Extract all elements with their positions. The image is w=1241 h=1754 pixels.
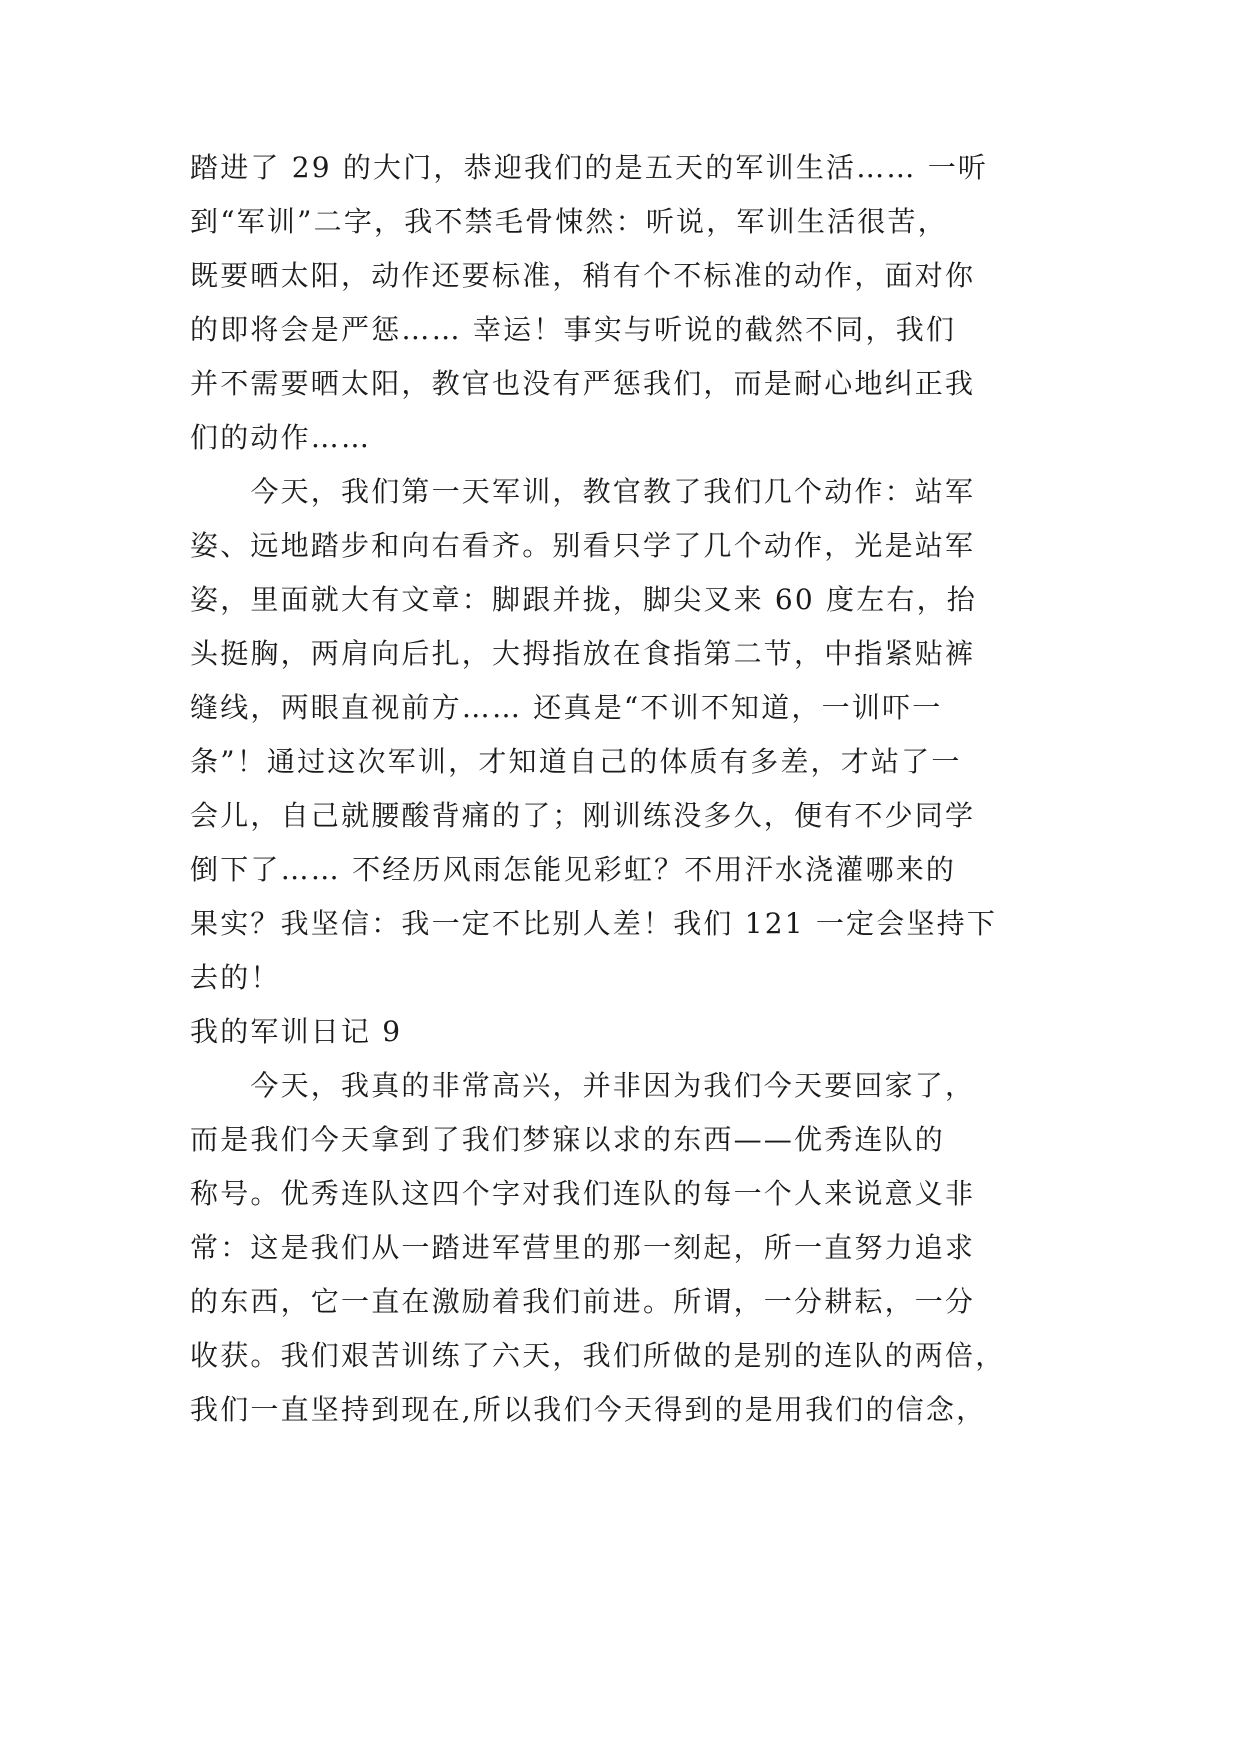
text-line: 常：这是我们从一踏进军营里的那一刻起，所一直努力追求 [190, 1231, 976, 1264]
text-line: 既要晒太阳，动作还要标准，稍有个不标准的动作，面对你 [190, 259, 976, 292]
text-line: 姿、远地踏步和向右看齐。别看只学了几个动作，光是站军 [190, 529, 976, 562]
text-line: 踏进了 29 的大门，恭迎我们的是五天的军训生活…… 一听 [190, 151, 989, 184]
text-line: 收获。我们艰苦训练了六天，我们所做的是别的连队的两倍， [190, 1339, 1006, 1372]
text-line: 头挺胸，两肩向后扎，大拇指放在食指第二节，中指紧贴裤 [190, 637, 976, 670]
text-line: 倒下了…… 不经历风雨怎能见彩虹？不用汗水浇灌哪来的 [190, 853, 957, 886]
text-line: 果实？我坚信：我一定不比别人差！我们 121 一定会坚持下 [190, 907, 998, 940]
text-line: 而是我们今天拿到了我们梦寐以求的东西——优秀连队的 [190, 1123, 946, 1156]
text-line: 条”！通过这次军训，才知道自己的体质有多差，才站了一 [190, 745, 962, 778]
text-line: 今天，我们第一天军训，教官教了我们几个动作：站军 [190, 475, 976, 508]
text-line: 到“军训”二字，我不禁毛骨悚然：听说，军训生活很苦， [190, 205, 948, 238]
text-line: 缝线，两眼直视前方…… 还真是“不训不知道，一训吓一 [190, 691, 943, 724]
section-heading: 我的军训日记 9 [190, 1015, 403, 1048]
text-line: 姿，里面就大有文章：脚跟并拢，脚尖叉来 60 度左右，抬 [190, 583, 978, 616]
text-line: 的东西，它一直在激励着我们前进。所谓，一分耕耘，一分 [190, 1285, 976, 1318]
text-line: 并不需要晒太阳，教官也没有严惩我们，而是耐心地纠正我 [190, 367, 976, 400]
text-line: 我们一直坚持到现在,所以我们今天得到的是用我们的信念， [190, 1393, 987, 1426]
text-line: 的即将会是严惩…… 幸运！事实与听说的截然不同，我们 [190, 313, 957, 346]
text-line: 去的！ [190, 961, 281, 994]
text-line: 们的动作…… [190, 421, 372, 454]
text-line: 称号。优秀连队这四个字对我们连队的每一个人来说意义非 [190, 1177, 976, 1210]
text-line: 今天，我真的非常高兴，并非因为我们今天要回家了， [190, 1069, 976, 1102]
text-line: 会儿，自己就腰酸背痛的了；刚训练没多久，便有不少同学 [190, 799, 976, 832]
